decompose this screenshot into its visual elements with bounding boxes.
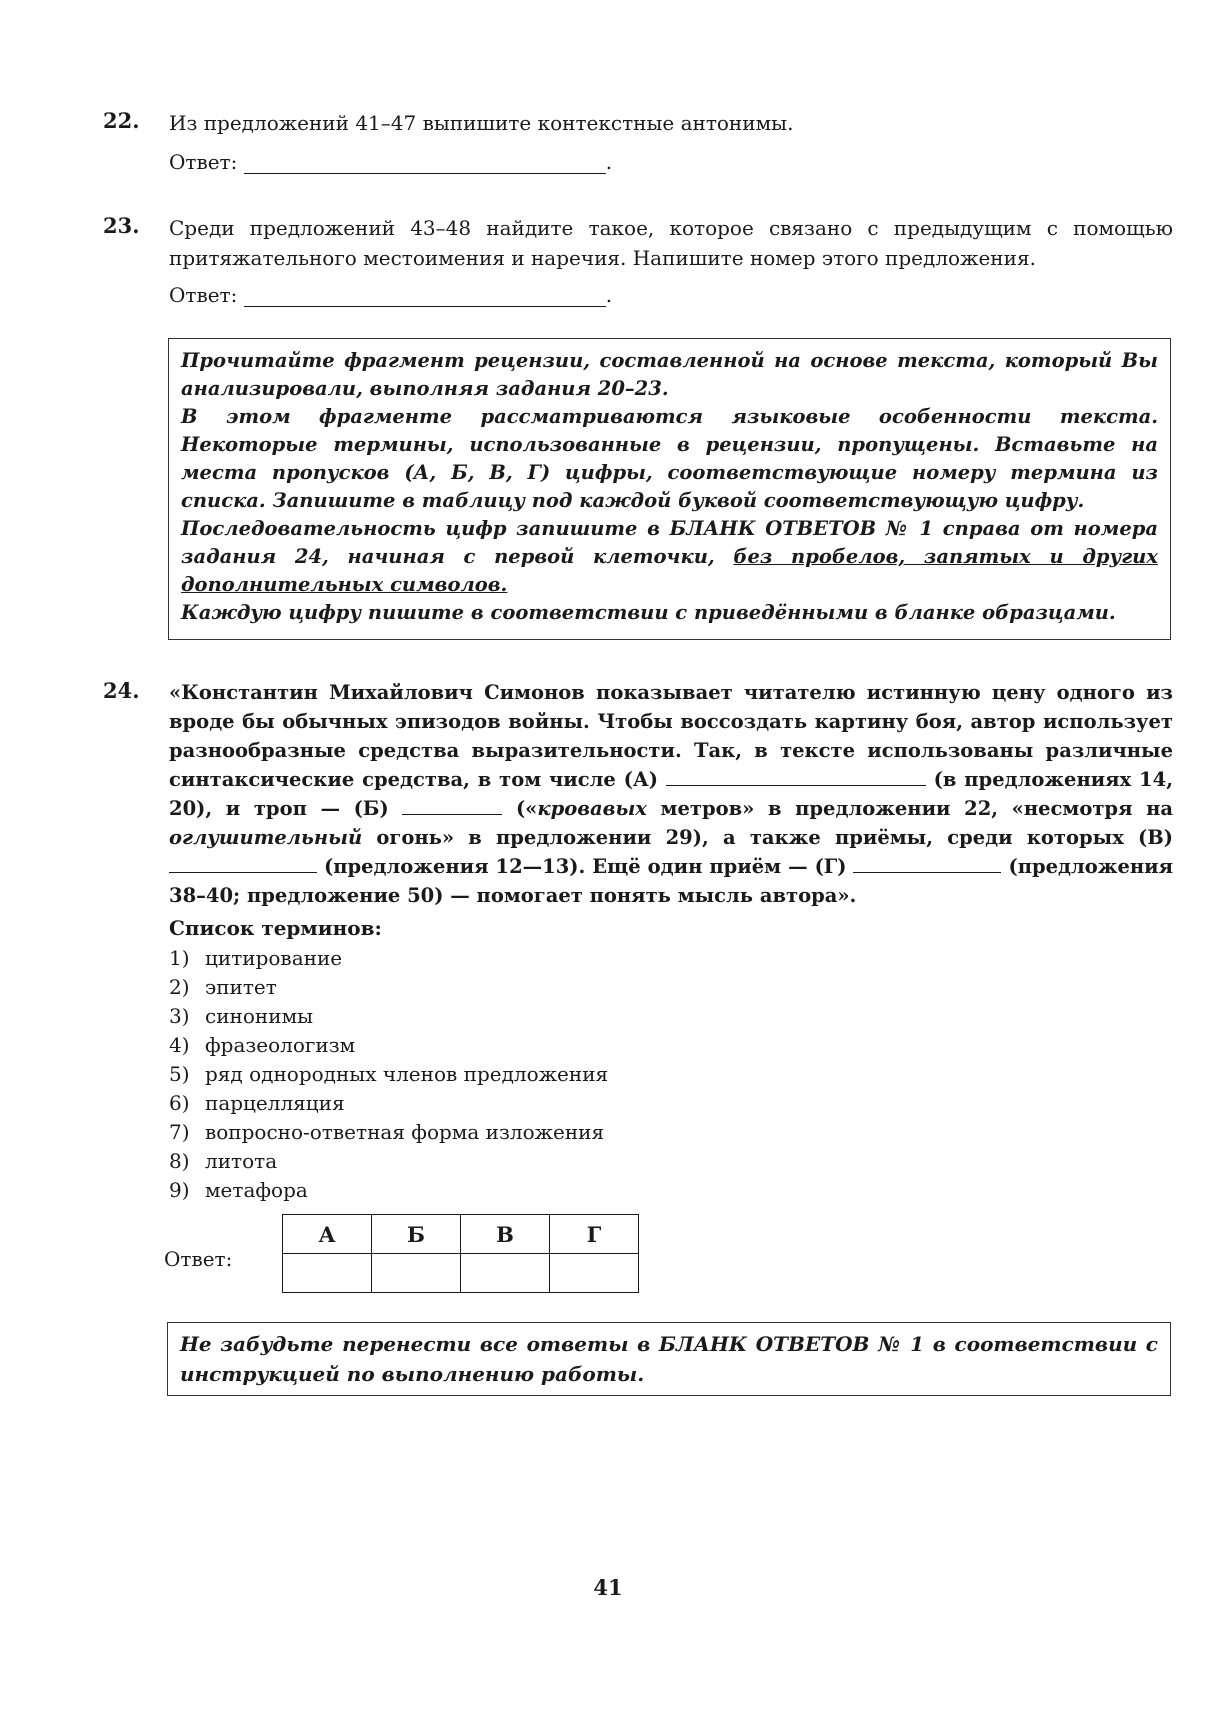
answer-table-label: Ответ: [164, 1247, 233, 1271]
answer-end: . [605, 150, 613, 174]
header-v: В [461, 1215, 550, 1254]
term-item [169, 1118, 608, 1147]
reminder-box: Не забудьте перенести все ответы в БЛАНК ОТВЕТОВ № 1 в соответствии с инструкцией по выполнению работы. [167, 1322, 1171, 1396]
term-label: парцелляция [205, 1091, 345, 1115]
term-item [169, 973, 608, 1002]
term-number: 5) [169, 1062, 190, 1086]
task-number: 24. [103, 678, 140, 703]
term-item [169, 944, 608, 973]
term-label: литота [205, 1149, 278, 1173]
term-number: 3) [169, 1004, 190, 1028]
review-part: (в предложениях 14, 20), и троп — (Б) [169, 768, 1173, 820]
term-number: 1) [169, 946, 190, 970]
task-text: Из предложений 41–47 выпишите контекстные антонимы. [169, 111, 794, 135]
instructions-p4: Каждую цифру пишите в соответствии с приведёнными в бланке образцами. [181, 601, 1116, 624]
term-label: синонимы [205, 1004, 314, 1028]
instructions-p1: Прочитайте фрагмент рецензии, составленной на основе текста, который Вы анализировали, выполняя задания 20–23. [181, 349, 1158, 400]
term-item [169, 1176, 608, 1205]
instructions-box [168, 338, 1171, 640]
answer-cell-a[interactable] [283, 1254, 372, 1293]
review-italic: кровавых [537, 797, 647, 820]
instructions-p3-text: Последовательность цифр запишите в БЛАНК ОТВЕТОВ № 1 справа от номера задания 24, начиная с первой клеточки, [181, 517, 1158, 568]
term-item [169, 1089, 608, 1118]
task-number: 23. [103, 213, 140, 238]
review-part: огонь» в предложении 29), а также приёмы, среди которых (В) [362, 826, 1173, 849]
term-number: 9) [169, 1178, 190, 1202]
task-24 [103, 678, 1173, 910]
answer-blank[interactable] [244, 151, 606, 174]
review-italic: оглушительный [169, 826, 363, 849]
answer-end: . [605, 283, 613, 307]
review-part: метров» в предложении 22, «несмотря на [646, 797, 1173, 820]
header-a: А [283, 1215, 372, 1254]
answer-line [169, 150, 1173, 174]
task-number: 22. [103, 108, 140, 133]
term-label: вопросно-ответная форма изложения [205, 1120, 605, 1144]
terms-list [169, 914, 608, 1205]
gap-g[interactable] [853, 852, 1001, 873]
review-part: (предложения 12—13). Ещё один приём — (Г) [324, 855, 847, 878]
page-number: 41 [593, 1575, 623, 1600]
term-label: цитирование [205, 946, 343, 970]
review-part: «Константин Михайлович Симонов показывает читателю истинную цену одного из вроде бы обычных эпизодов войны. Чтобы воссоздать картину боя, автор использует разнообразные средства выразительности. Так, в тексте использованы различные синтаксические средства, в том числе (А) [169, 681, 1173, 791]
answer-label: Ответ: [169, 150, 238, 174]
answer-label: Ответ: [169, 283, 238, 307]
gap-b[interactable] [402, 794, 502, 815]
instructions-p3-underlined: без пробелов, запятых и других дополнительных символов. [181, 545, 1158, 596]
task-text: Среди предложений 43–48 найдите такое, которое связано с предыдущим с помощью притяжательного местоимения и наречия. Напишите номер этого предложения. [169, 216, 1173, 270]
term-item [169, 1031, 608, 1060]
answer-cell-b[interactable] [372, 1254, 461, 1293]
term-number: 6) [169, 1091, 190, 1115]
instructions-p2: В этом фрагменте рассматриваются языковые особенности текста. Некоторые термины, использованные в рецензии, пропущены. Вставьте на места пропусков (А, Б, В, Г) цифры, соответствующие номеру термина из списка. Запишите в таблицу под каждой буквой соответствующую цифру. [181, 405, 1158, 512]
answer-table-header-row [283, 1215, 639, 1254]
answer-blank[interactable] [244, 284, 606, 307]
task-23 [103, 213, 1173, 307]
answer-table [282, 1214, 639, 1293]
term-item [169, 1147, 608, 1176]
answer-line [169, 283, 1173, 307]
task-22 [103, 108, 1173, 174]
header-g: Г [550, 1215, 639, 1254]
term-label: метафора [205, 1178, 308, 1202]
terms-title: Список терминов: [169, 916, 382, 940]
review-part: (« [515, 797, 538, 820]
term-item [169, 1002, 608, 1031]
header-b: Б [372, 1215, 461, 1254]
term-label: фразеологизм [205, 1033, 356, 1057]
gap-a[interactable] [666, 765, 926, 786]
term-label: ряд однородных членов предложения [205, 1062, 609, 1086]
term-label: эпитет [205, 975, 277, 999]
term-item [169, 1060, 608, 1089]
answer-cell-g[interactable] [550, 1254, 639, 1293]
term-number: 2) [169, 975, 190, 999]
answer-table-input-row [283, 1254, 639, 1293]
gap-v[interactable] [169, 852, 317, 873]
answer-cell-v[interactable] [461, 1254, 550, 1293]
terms-items [169, 944, 608, 1205]
task-24-text [169, 678, 1173, 910]
term-number: 8) [169, 1149, 190, 1173]
review-part: (предложения 38–40; предложение 50) — помогает понять мысль автора». [169, 855, 1174, 907]
term-number: 7) [169, 1120, 190, 1144]
instructions-p3 [181, 515, 1158, 599]
term-number: 4) [169, 1033, 190, 1057]
